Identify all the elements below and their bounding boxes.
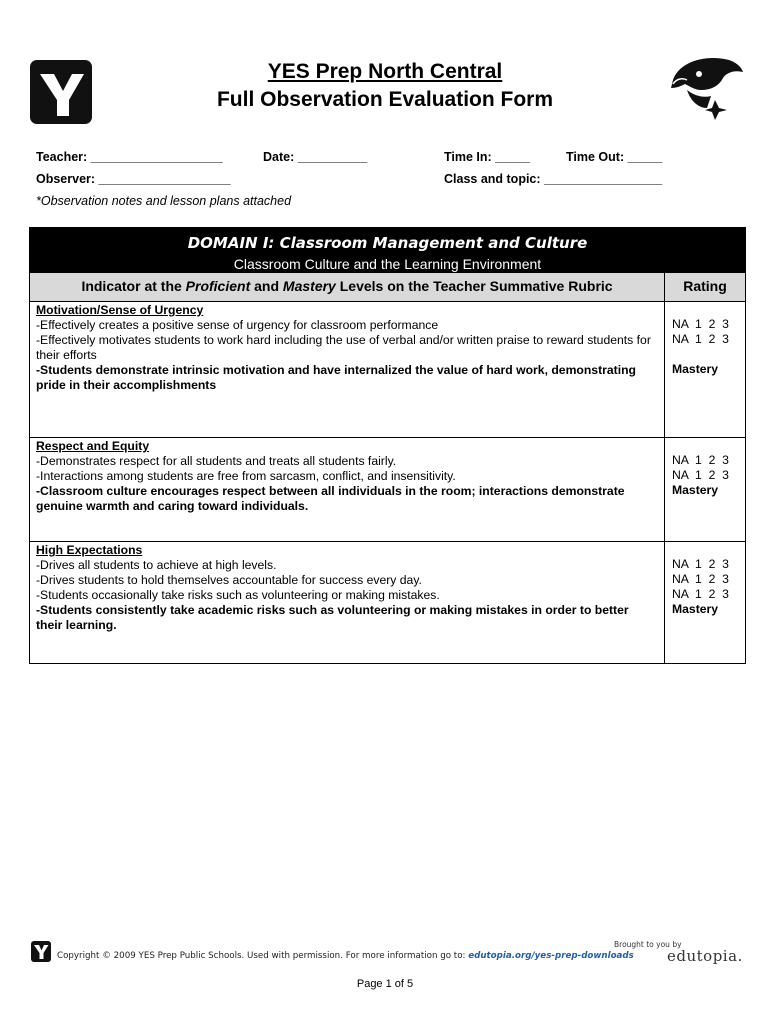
download-link[interactable]: edutopia.org/yes-prep-downloads [468,951,634,961]
indicator-item: -Effectively creates a positive sense of urgency for classroom performance [36,318,439,332]
indicator-column-header [30,273,665,302]
indicator-item: -Students occasionally take risks such as volunteering or making mistakes. [36,588,440,602]
evaluation-table [29,227,746,664]
rating-scale[interactable]: NA 1 2 3 [672,557,729,571]
mastery-rating[interactable]: Mastery [672,602,719,616]
indicator-cell [30,438,665,542]
page-number: Page 1 of 5 [356,978,414,990]
copyright-text [57,951,634,961]
proficient-label: Proficient [185,278,251,294]
indicator-item: -Effectively motivates students to work hard including the use of verbal and/or written praise to reward students for their efforts [36,333,651,362]
copyright-label: Copyright © 2009 YES Prep Public Schools. Used with permission. For more information go to: [57,951,469,961]
time-in-field[interactable]: Time In: _____ [444,150,530,164]
domain-title: DOMAIN I: Classroom Management and Culture [187,234,588,252]
class-topic-field[interactable]: Class and topic: _________________ [444,172,663,186]
indicator-header-part: Indicator at the [81,278,186,294]
rating-scale[interactable]: NA 1 2 3 [672,468,729,482]
teacher-field[interactable]: Teacher: ___________________ [36,150,223,164]
rating-column-header: Rating [665,273,746,302]
mastery-indicator: -Students demonstrate intrinsic motivation and have internalized the value of hard work, demonstrating pride in their accomplishments [36,363,636,392]
section-row [30,302,746,438]
observer-field[interactable]: Observer: ___________________ [36,172,231,186]
mastery-rating[interactable]: Mastery [672,362,719,376]
indicator-item: -Interactions among students are free from sarcasm, conflict, and insensitivity. [36,469,456,483]
observation-note: *Observation notes and lesson plans attached [36,194,292,208]
indicator-item: -Drives all students to achieve at high levels. [36,558,277,572]
edutopia-logo: edutopia. [667,947,743,965]
rating-cell [665,438,746,542]
brought-to-you-label: Brought to you by [614,940,682,949]
domain-header [30,228,746,273]
mastery-indicator: -Classroom culture encourages respect between all individuals in the room; interactions demonstrate genuine warmth and caring toward individuals. [36,484,625,513]
indicator-item: -Demonstrates respect for all students and treats all students fairly. [36,454,397,468]
rating-scale[interactable]: NA 1 2 3 [672,587,729,601]
section-row [30,542,746,664]
domain-subtitle: Classroom Culture and the Learning Environment [233,256,542,272]
mastery-rating[interactable]: Mastery [672,483,719,497]
date-field[interactable]: Date: __________ [263,150,368,164]
rating-cell [665,542,746,664]
form-title: Full Observation Evaluation Form [216,88,554,111]
mastery-header-label: Mastery [282,278,336,294]
rating-scale[interactable]: NA 1 2 3 [672,332,729,346]
time-out-field[interactable]: Time Out: _____ [566,150,663,164]
indicator-header-part: and [250,278,283,294]
indicator-item: -Drives students to hold themselves accountable for success every day. [36,573,422,587]
section-row [30,438,746,542]
indicator-header-part: Levels on the Teacher Summative Rubric [335,278,613,294]
section-heading: Respect and Equity [36,439,150,453]
rating-scale[interactable]: NA 1 2 3 [672,572,729,586]
footer-y-logo-icon [31,941,51,962]
indicator-cell [30,542,665,664]
school-name: YES Prep North Central [267,60,503,83]
rating-scale[interactable]: NA 1 2 3 [672,317,729,331]
section-heading: High Expectations [36,543,143,557]
rating-scale[interactable]: NA 1 2 3 [672,453,729,467]
indicator-cell [30,302,665,438]
mastery-indicator: -Students consistently take academic risks such as volunteering or making mistakes in order to better their learning. [36,603,629,632]
rating-cell [665,302,746,438]
section-heading: Motivation/Sense of Urgency [36,303,204,317]
